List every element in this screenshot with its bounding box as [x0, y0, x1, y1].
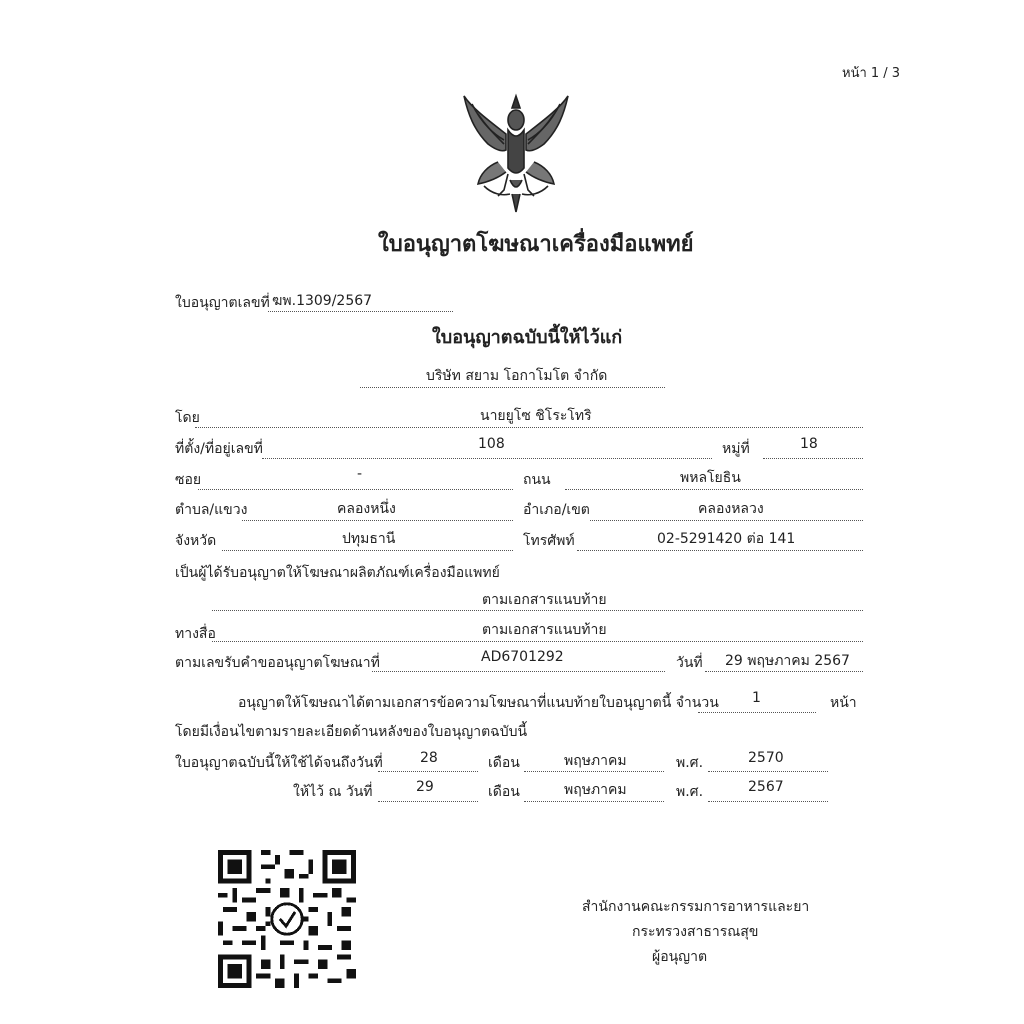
soi-line: [198, 489, 513, 490]
issued-on-month-label: เดือน: [488, 784, 520, 800]
attachment-text: อนุญาตให้โฆษณาได้ตามเอกสารข้อความโฆษณาที่แนบท้ายใบอนุญาตนี้ จำนวน: [238, 695, 719, 711]
request-line: [372, 671, 665, 672]
moo-line: [763, 458, 863, 459]
moo-value: 18: [800, 436, 818, 452]
issued-on-year: 2567: [748, 779, 784, 795]
page-number: หน้า 1 / 3: [842, 66, 901, 81]
province-label: จังหวัด: [175, 533, 217, 549]
address-number-label: ที่ตั้ง/ที่อยู่เลขที่: [175, 441, 263, 457]
license-number-line: [268, 311, 453, 312]
media-label: ทางสื่อ: [175, 626, 216, 642]
issued-on-month: พฤษภาคม: [564, 782, 627, 798]
amphoe-label: อำเภอ/เขต: [523, 502, 590, 518]
by-value: นายยูโซ ชิโระโทริ: [480, 408, 592, 424]
province-value: ปทุมธานี: [342, 531, 396, 547]
valid-until-month-label: เดือน: [488, 755, 520, 771]
issued-on-day: 29: [416, 779, 434, 795]
request-label: ตามเลขรับคำขออนุญาตโฆษณาที่: [175, 655, 380, 671]
issued-on-label: ให้ไว้ ณ วันที่: [293, 784, 373, 800]
product-line: [212, 610, 863, 611]
signature-agency: สำนักงานคณะกรรมการอาหารและยา: [582, 899, 810, 915]
valid-until-year-line: [708, 771, 828, 772]
province-line: [222, 550, 513, 551]
valid-until-day-line: [378, 771, 478, 772]
moo-label: หมู่ที่: [722, 441, 750, 457]
issued-on-day-line: [378, 801, 478, 802]
valid-until-day: 28: [420, 750, 438, 766]
soi-value: -: [357, 466, 363, 482]
by-line: [195, 427, 863, 428]
request-date-label: วันที่: [676, 655, 703, 671]
phone-value: 02-5291420 ต่อ 141: [657, 531, 796, 547]
company-name: บริษัท สยาม โอกาโมโต จำกัด: [426, 368, 608, 384]
valid-until-year: 2570: [748, 750, 784, 766]
issued-to-heading: ใบอนุญาตฉบับนี้ให้ไว้แก่: [432, 327, 623, 348]
request-date-value: 29 พฤษภาคม 2567: [725, 653, 850, 669]
tambon-value: คลองหนึ่ง: [337, 501, 396, 517]
signature-role: ผู้อนุญาต: [652, 949, 708, 965]
signature-ministry: กระทรวงสาธารณสุข: [632, 924, 759, 940]
soi-label: ซอย: [175, 472, 202, 488]
tambon-line: [242, 520, 513, 521]
qr-code-icon: [218, 850, 356, 988]
media-line: [212, 641, 863, 642]
attachment-unit: หน้า: [830, 695, 857, 711]
issued-on-month-line: [524, 801, 664, 802]
media-value: ตามเอกสารแนบท้าย: [482, 622, 607, 638]
issued-on-year-line: [708, 801, 828, 802]
license-number-value: ฆพ.1309/2567: [272, 293, 373, 309]
road-value: พหลโยธิน: [680, 470, 741, 486]
by-label: โดย: [175, 410, 200, 426]
valid-until-year-label: พ.ศ.: [676, 755, 704, 771]
address-number-line: [262, 458, 712, 459]
garuda-emblem-icon: [458, 90, 574, 216]
document-title: ใบอนุญาตโฆษณาเครื่องมือแพทย์: [378, 232, 694, 257]
conditions-text: โดยมีเงื่อนไขตามรายละเอียดด้านหลังของใบอนุญาตฉบับนี้: [175, 724, 528, 740]
phone-label: โทรศัพท์: [523, 533, 575, 549]
attachment-count-line: [698, 712, 816, 713]
permission-statement: เป็นผู้ได้รับอนุญาตให้โฆษณาผลิตภัณฑ์เครื่องมือแพทย์: [175, 565, 500, 581]
amphoe-value: คลองหลวง: [698, 501, 764, 517]
road-line: [565, 489, 863, 490]
product-value: ตามเอกสารแนบท้าย: [482, 592, 607, 608]
tambon-label: ตำบล/แขวง: [175, 502, 248, 518]
address-number-value: 108: [478, 436, 505, 452]
valid-until-month-line: [524, 771, 664, 772]
phone-line: [577, 550, 863, 551]
road-label: ถนน: [523, 472, 551, 488]
attachment-count: 1: [752, 690, 761, 706]
issued-on-year-label: พ.ศ.: [676, 784, 704, 800]
license-number-label: ใบอนุญาตเลขที่: [175, 295, 270, 311]
valid-until-month: พฤษภาคม: [564, 753, 627, 769]
request-date-line: [705, 671, 863, 672]
amphoe-line: [590, 520, 863, 521]
request-value: AD6701292: [481, 649, 564, 665]
valid-until-label: ใบอนุญาตฉบับนี้ให้ใช้ได้จนถึงวันที่: [175, 755, 383, 771]
company-line: [360, 387, 665, 388]
